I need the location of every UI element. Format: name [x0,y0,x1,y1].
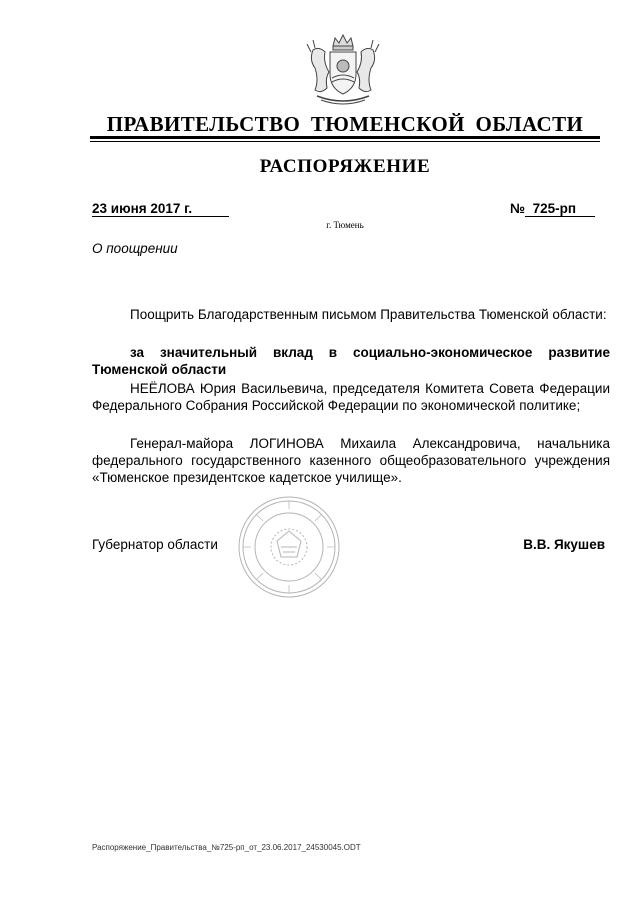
document-date: 23 июня 2017 г. [92,201,193,216]
body-paragraph-3: НЕЁЛОВА Юрия Васильевича, председателя Комитета Совета Федерации Федерального Собрания Российской Федерации по экономической политике; [92,381,610,413]
document-type: РАСПОРЯЖЕНИЕ [259,156,431,177]
body-paragraph-2: за значительный вклад в социально-экономическое развитие Тюменской области [92,345,610,377]
title-rule-thick [90,136,600,139]
title-rule-thin [90,141,600,142]
government-title: ПРАВИТЕЛЬСТВО ТЮМЕНСКОЙ ОБЛАСТИ [106,112,584,136]
signatory-position: Губернатор области [92,537,218,552]
official-seal-icon [237,495,341,599]
number-value: 725-рп [532,201,576,216]
date-underline [92,216,229,217]
number-underline [525,216,595,217]
tyumen-coat-of-arms-icon [303,32,383,108]
number-prefix: № [510,201,526,216]
body-paragraph-4: Генерал-майора ЛОГИНОВА Михаила Александровича, начальника федерального государственного казенного общеобразовательного учреждения «Тюменское президентское кадетское училище». [92,436,610,485]
body-paragraph-1: Поощрить Благодарственным письмом Правительства Тюменской области: [130,307,607,322]
footer-filename: Распоряжение_Правительства_№725-рп_от_23.06.2017_24530045.ODT [92,843,361,852]
document-number [510,201,576,216]
signatory-name: В.В. Якушев [523,537,605,552]
document-subject: О поощрении [92,241,178,256]
document-city: г. Тюмень [326,220,364,230]
